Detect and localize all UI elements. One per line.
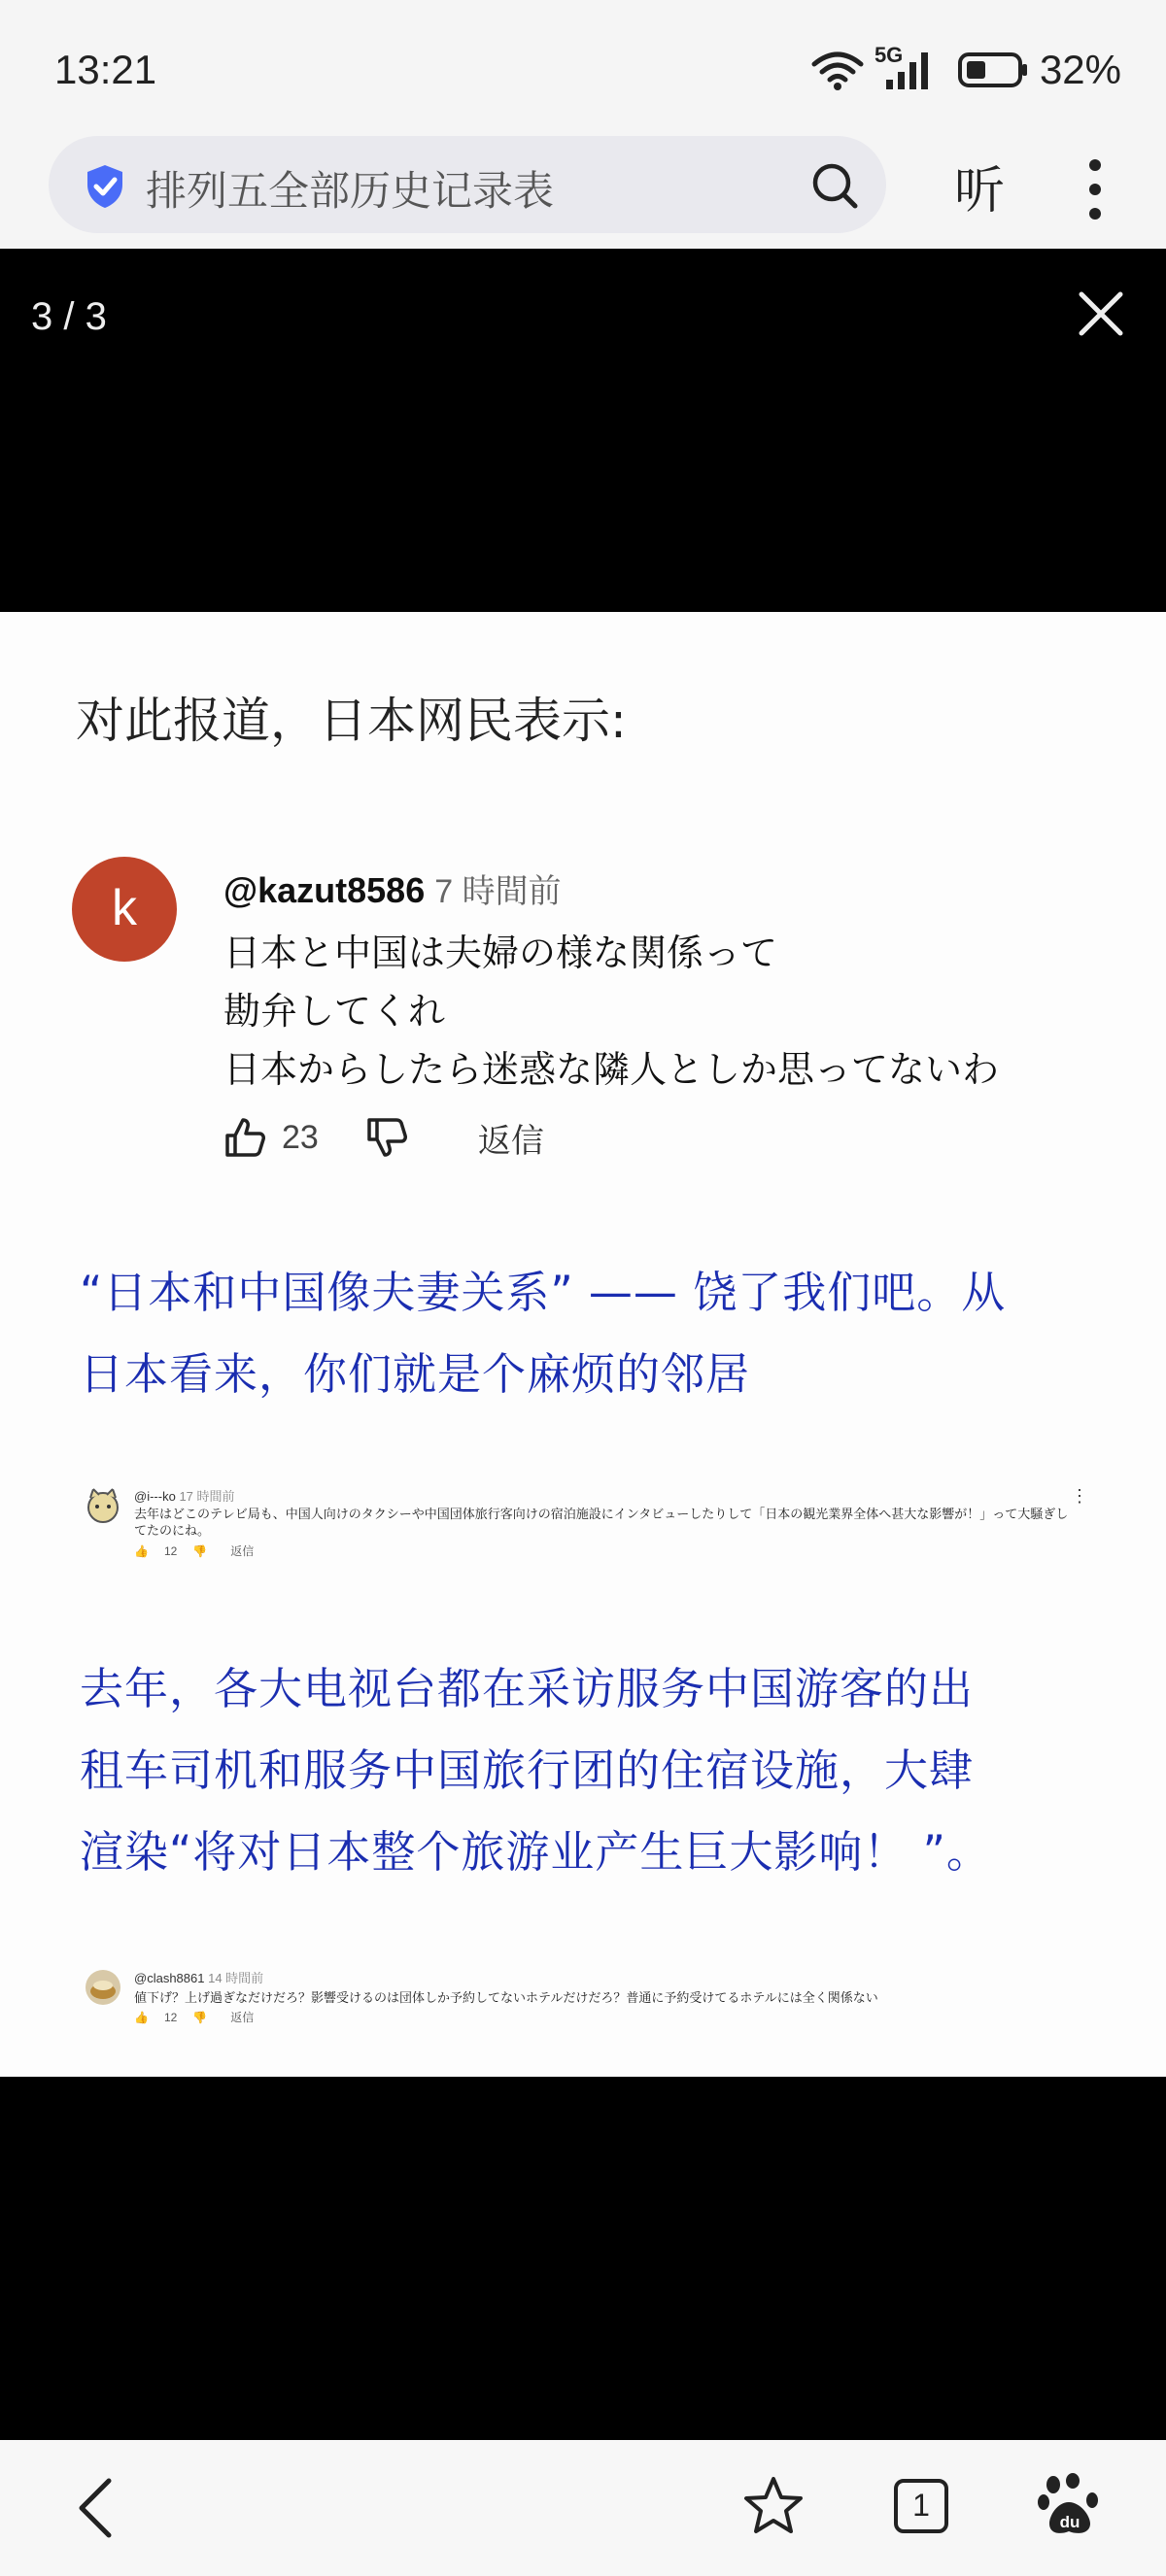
thumbs-down-icon: 👎: [192, 1543, 208, 1558]
translation-line: 去年，各大电视台都在采访服务中国游客的出: [80, 1663, 975, 1714]
comment-i-ko: [84, 1486, 1088, 1564]
intro-text: 对此报道，日本网民表示:: [76, 693, 627, 749]
signal-indicator: [874, 43, 937, 91]
more-options-icon[interactable]: [1080, 155, 1110, 223]
bottom-nav-bar: [0, 2440, 1166, 2576]
username: @i---ko: [134, 1489, 176, 1504]
comment-actions: [134, 1542, 261, 1559]
network-type: 5G: [874, 43, 904, 67]
comment-line: てたのにね。: [134, 1523, 211, 1538]
search-icon[interactable]: [810, 161, 859, 210]
search-query[interactable]: 排列五全部历史记录表: [146, 167, 555, 215]
translation-line: 日本看来，你们就是个麻烦的邻居: [80, 1348, 751, 1400]
battery-icon: [958, 51, 1030, 89]
listen-button[interactable]: 听: [954, 162, 1006, 220]
baidu-paw-icon[interactable]: [1038, 2473, 1100, 2537]
image-viewer-footer: [0, 2077, 1166, 2440]
comment-username: [134, 1968, 263, 1986]
reply-link: 返信: [230, 2011, 255, 2024]
tabs-button[interactable]: 1: [894, 2479, 948, 2533]
thumbs-up-icon: 👍: [134, 1543, 149, 1558]
shield-icon: [84, 163, 126, 210]
thumbs-up-icon: [223, 1116, 266, 1159]
reply-link: 返信: [230, 1544, 255, 1558]
translation-line: “日本和中国像夫妻关系” —— 饶了我们吧。从: [80, 1267, 1007, 1318]
username: @clash8861: [134, 1971, 205, 1985]
status-time: 13:21: [54, 47, 157, 92]
close-icon[interactable]: [1077, 289, 1125, 338]
image-viewer-header: [0, 249, 1166, 612]
comment-clash8861: [84, 1968, 1088, 2046]
comment-line: 勘弁してくれ: [223, 990, 446, 1033]
comment-actions: [134, 2009, 261, 2025]
comment-line: 値下げ？上げ過ぎなだけだろ？影響受けるのは団体しか予約してないホテルだけだろ？普通に予約受けてるホテルには全く関係ない: [134, 1990, 878, 2005]
like-count: 12: [163, 2010, 178, 2024]
comment-line: 去年はどこのテレビ局も、中国人向けのタクシーや中国団体旅行客向けの宿泊施設にインタビューしたりして「日本の観光業界全体へ甚大な影響が！」って大騒ぎし: [134, 1507, 1069, 1521]
translation-line: 渲染“将对日本整个旅游业产生巨大影响！ ”。: [80, 1826, 991, 1878]
thumbs-down-icon: [365, 1116, 408, 1159]
more-options-icon: ⋮: [1071, 1486, 1088, 1506]
thumbs-up-icon: 👍: [134, 2010, 149, 2024]
search-bar[interactable]: [49, 136, 886, 233]
article-image: [0, 612, 1166, 2077]
reply-link: 返信: [477, 1121, 544, 1161]
comment-line: 日本からしたら迷惑な隣人としか思ってないわ: [223, 1048, 1000, 1091]
wifi-icon: [810, 49, 865, 91]
comment-time: 7 時間前: [434, 873, 562, 910]
comment-username: [134, 1486, 235, 1505]
thumbs-down-icon: 👎: [192, 2010, 208, 2024]
avatar-food-icon: [84, 1968, 122, 2007]
comment-line: 日本と中国は夫婦の様な関係って: [223, 932, 778, 974]
comment-actions: [223, 1111, 544, 1164]
back-icon[interactable]: [74, 2477, 117, 2539]
page-counter: 3 / 3: [31, 295, 107, 338]
signal-icon: [874, 49, 937, 91]
comment-username: [223, 864, 562, 912]
comment-time: 14 時間前: [208, 1971, 264, 1985]
like-count: 23: [282, 1118, 319, 1156]
battery-percent: 32%: [1039, 47, 1121, 92]
translation-line: 租车司机和服务中国旅行团的住宿设施，大肆: [80, 1745, 975, 1796]
avatar: k: [72, 857, 177, 962]
status-bar: [0, 0, 1166, 136]
svg-text:du: du: [1059, 2513, 1080, 2531]
comment-time: 17 時間前: [179, 1489, 235, 1504]
status-indicators: [810, 43, 1121, 93]
star-icon[interactable]: [742, 2475, 805, 2537]
avatar-cat-icon: [84, 1486, 122, 1525]
like-count: 12: [163, 1543, 178, 1558]
username: @kazut8586: [223, 870, 426, 910]
